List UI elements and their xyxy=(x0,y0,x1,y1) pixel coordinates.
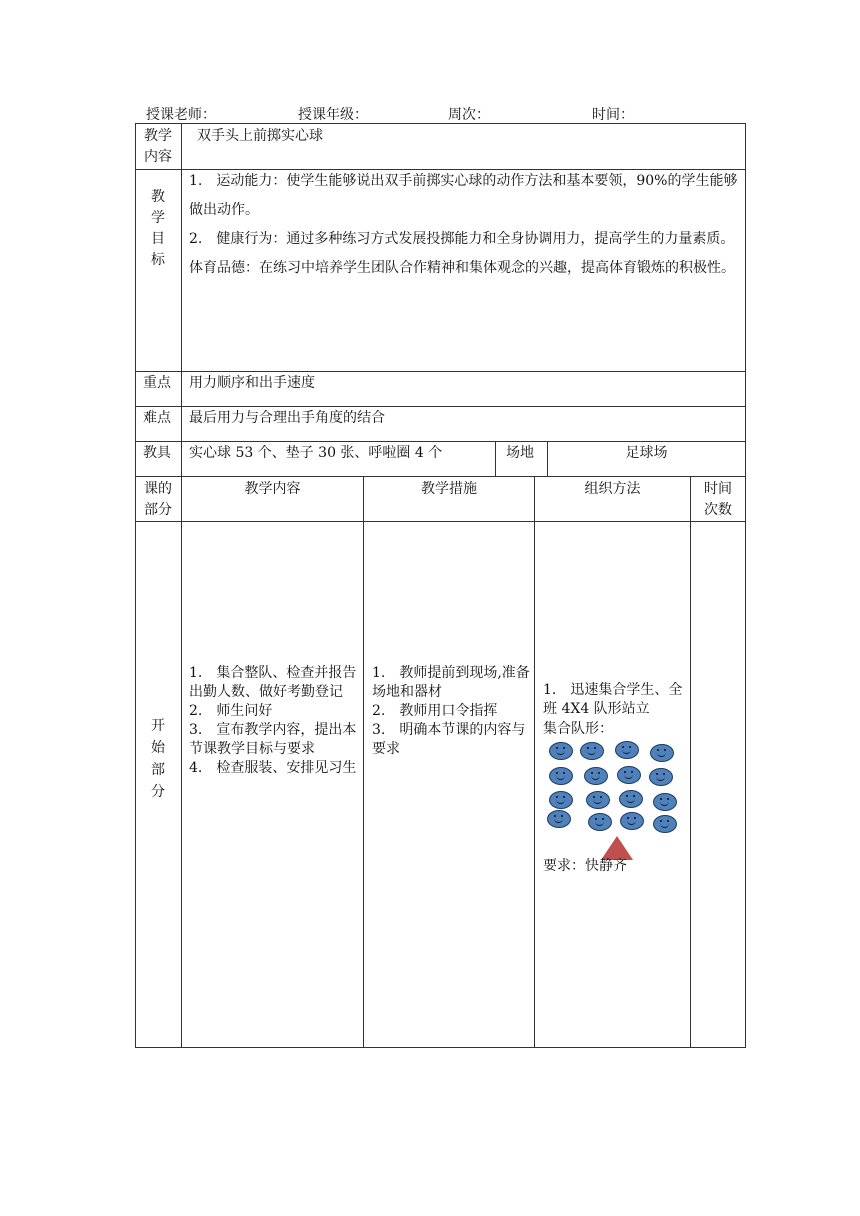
student-icon xyxy=(620,812,644,830)
goal-item: 1. 运动能力：使学生能够说出双手前掷实心球的动作方法和基本要领，90%的学生能够做出动作。 xyxy=(189,173,738,218)
goals-label-char: 学 xyxy=(151,210,165,226)
goals-label xyxy=(139,187,177,271)
student-icon xyxy=(615,741,639,759)
row-divider xyxy=(135,521,746,522)
start-measures-list xyxy=(372,664,530,759)
student-icon xyxy=(650,744,674,762)
venue-value: 足球场 xyxy=(625,445,668,461)
start-label-char: 开 xyxy=(151,718,165,734)
start-org-text: 1. 迅速集合学生、全班 4X4 队形站立 xyxy=(543,682,683,717)
row-divider xyxy=(135,371,746,372)
label-column-divider xyxy=(181,123,182,1048)
student-icon xyxy=(619,790,643,808)
equipment-divider xyxy=(495,441,496,476)
venue-label: 场地 xyxy=(506,445,534,461)
student-icon xyxy=(549,767,573,785)
goals-label-char: 目 xyxy=(151,231,165,247)
student-icon xyxy=(549,791,573,809)
table-border-bottom xyxy=(135,1047,746,1048)
content-value: 双手头上前掷实心球 xyxy=(197,128,323,144)
start-section-label xyxy=(139,715,177,803)
goals-label-char: 教 xyxy=(151,189,165,205)
start-label-char: 部 xyxy=(151,762,165,778)
content-column-divider xyxy=(363,476,364,1047)
organization-header: 组织方法 xyxy=(584,481,641,497)
start-content-item: 3. 宣布教学内容，提出本节课教学目标与要求 xyxy=(189,722,357,757)
grade-label: 授课年级： xyxy=(298,107,368,123)
student-icon xyxy=(653,815,677,833)
table-border-left xyxy=(135,123,136,1048)
week-label: 周次： xyxy=(448,107,490,123)
lesson-header xyxy=(140,104,750,124)
goal-item: 2. 健康行为：通过多种练习方式发展投掷能力和全身协调用力，提高学生的力量素质。 xyxy=(189,231,735,247)
student-icon xyxy=(649,768,673,786)
table-border-top xyxy=(135,123,746,124)
start-measure-item: 3. 明确本节课的内容与要求 xyxy=(372,722,526,757)
lesson-plan-table xyxy=(135,123,746,1048)
start-content-item: 1. 集合整队、检查并报告出勤人数、做好考勤登记 xyxy=(189,665,357,700)
time-header-line: 时间 xyxy=(704,481,732,497)
goals-list xyxy=(189,167,741,283)
student-icon xyxy=(586,791,610,809)
part-header xyxy=(139,479,177,521)
start-content-list xyxy=(189,664,359,778)
student-icon xyxy=(580,742,604,760)
organization-column-divider xyxy=(690,476,691,1047)
time-header-line: 次数 xyxy=(704,502,732,518)
teacher-label: 授课老师： xyxy=(146,107,216,123)
table-border-right xyxy=(745,123,746,1048)
time-label: 时间： xyxy=(592,107,634,123)
part-header-line: 部分 xyxy=(144,502,172,518)
key-point-value: 用力顺序和出手速度 xyxy=(189,375,315,391)
student-icon xyxy=(547,810,571,828)
formation-label: 集合队形： xyxy=(543,721,613,737)
student-icon xyxy=(549,742,573,760)
student-icon xyxy=(617,766,641,784)
student-icon xyxy=(584,767,608,785)
start-measure-item: 2. 教师用口令指挥 xyxy=(372,703,498,719)
difficulty-value: 最后用力与合理出手角度的结合 xyxy=(189,410,385,426)
content-label xyxy=(139,126,177,168)
goals-label-char: 标 xyxy=(151,252,165,268)
equipment-value: 实心球 53 个、垫子 30 张、呼啦圈 4 个 xyxy=(189,445,443,461)
equipment-label: 教具 xyxy=(143,445,171,461)
row-divider xyxy=(135,441,746,442)
content-label-line: 教学 xyxy=(144,128,172,144)
key-point-label: 重点 xyxy=(143,375,171,391)
formation-requirement: 要求：快静齐 xyxy=(543,858,627,874)
content-label-line: 内容 xyxy=(144,149,172,165)
start-measure-item: 1. 教师提前到现场,准备场地和器材 xyxy=(372,665,530,700)
start-content-item: 2. 师生问好 xyxy=(189,703,273,719)
row-divider xyxy=(135,406,746,407)
measures-header: 教学措施 xyxy=(421,481,477,497)
formation-diagram xyxy=(535,737,690,867)
student-icon xyxy=(588,813,612,831)
difficulty-label: 难点 xyxy=(143,410,171,426)
goal-item: 体育品德：在练习中培养学生团队合作精神和集体观念的兴趣，提高体育锻炼的积极性。 xyxy=(189,260,735,276)
start-label-char: 分 xyxy=(151,784,165,800)
start-label-char: 始 xyxy=(151,740,165,756)
start-content-item: 4. 检查服装、安排见习生 xyxy=(189,760,357,776)
row-divider xyxy=(135,476,746,477)
time-header xyxy=(693,479,743,521)
content-header: 教学内容 xyxy=(244,481,301,497)
student-icon xyxy=(653,793,677,811)
part-header-line: 课的 xyxy=(144,481,172,497)
